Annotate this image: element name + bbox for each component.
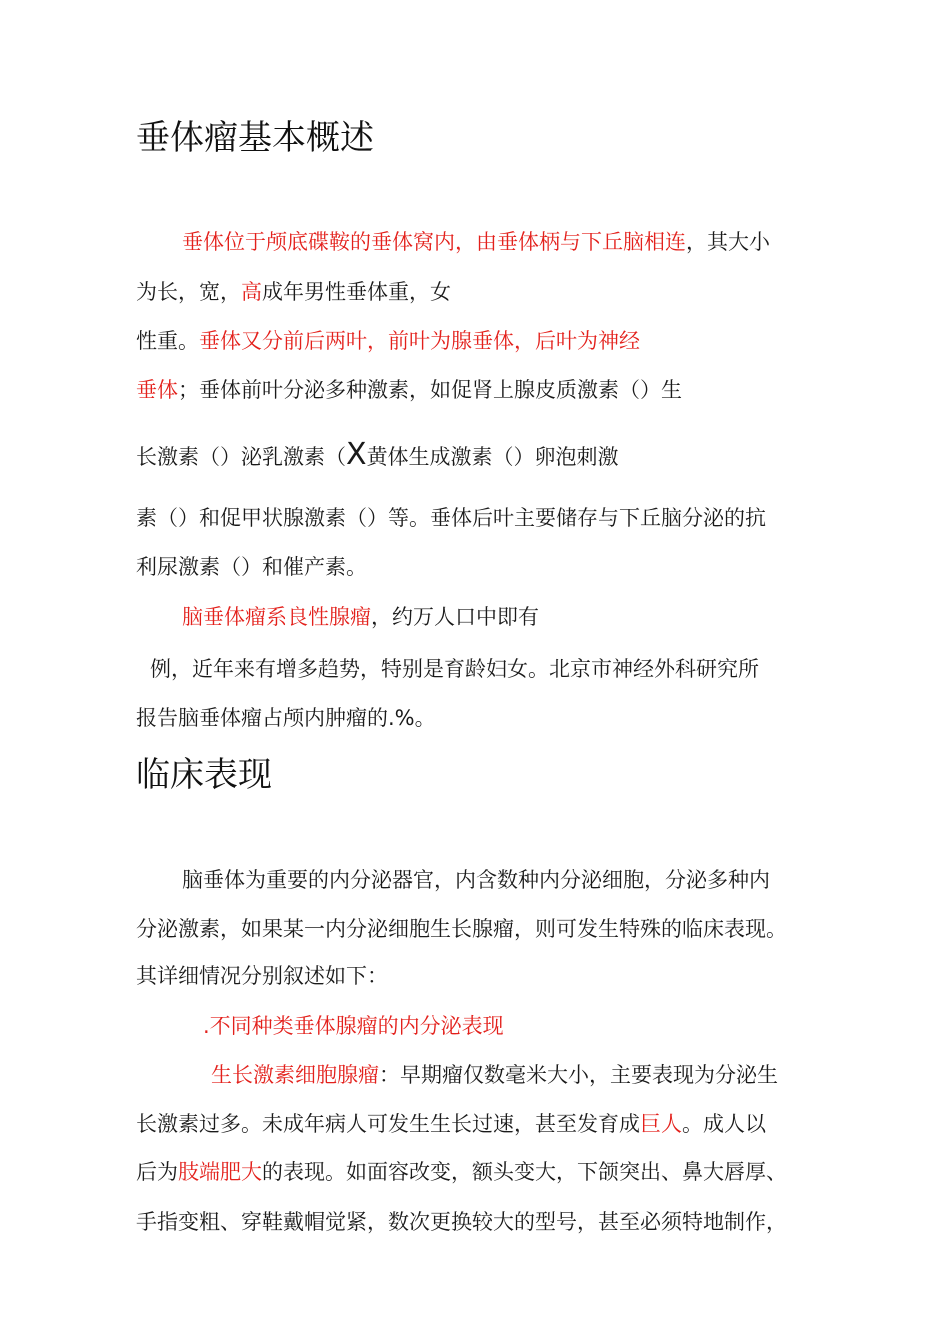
body-text: 分泌激素，如果某一内分泌细胞生长腺瘤，则可发生特殊的临床表现。	[136, 917, 787, 941]
paragraph-line	[182, 866, 770, 894]
body-text: 手指变粗、穿鞋戴帽觉紧，数次更换较大的型号，甚至必须特地制作，	[136, 1210, 787, 1234]
section-title-clinical: 临床表现	[136, 755, 272, 795]
paragraph-line	[136, 704, 436, 732]
body-text: 例，近年来有增多趋势，特别是育龄妇女。北京市神经外科研究所	[150, 657, 759, 681]
body-text: 利尿激素（）和催产素。	[136, 555, 367, 579]
paragraph-line	[136, 1158, 787, 1186]
paragraph-line	[136, 962, 388, 990]
body-text: ，约万人口中即有	[371, 605, 539, 629]
paragraph-line	[136, 1208, 787, 1236]
paragraph-line	[136, 327, 640, 355]
symbol-x: X	[346, 437, 367, 472]
paragraph-line	[136, 504, 766, 532]
body-text: 脑垂体为重要的内分泌器官，内含数种内分泌细胞，分泌多种内	[182, 868, 770, 892]
paragraph-line	[182, 228, 770, 256]
paragraph-line	[136, 437, 619, 472]
section-title-overview: 垂体瘤基本概述	[136, 118, 374, 158]
body-text: 后为	[136, 1160, 178, 1184]
paragraph-line	[211, 1061, 778, 1089]
body-text: 素（）和促甲状腺激素（）等。垂体后叶主要储存与下丘脑分泌的抗	[136, 506, 766, 530]
highlighted-text: 肢端肥大	[178, 1160, 262, 1184]
highlighted-text: 脑垂体瘤系良性腺瘤	[182, 605, 371, 629]
highlighted-text: 高	[241, 280, 262, 304]
paragraph-line	[136, 1110, 766, 1138]
highlighted-text: .不同种类垂体腺瘤的内分泌表现	[203, 1014, 504, 1038]
body-text: 的表现。如面容改变，额头变大，下颌突出、鼻大唇厚、	[262, 1160, 787, 1184]
highlighted-text: 垂体	[136, 378, 178, 402]
body-text: 。成人以	[682, 1112, 766, 1136]
body-text: 黄体生成激素（）卵泡刺激	[366, 445, 619, 469]
paragraph-line	[136, 278, 451, 306]
highlighted-text: 巨人	[640, 1112, 682, 1136]
paragraph-line	[136, 376, 682, 404]
paragraph-line	[136, 915, 787, 943]
paragraph-line	[182, 603, 539, 631]
body-text: 长激素（）泌乳激素（	[136, 445, 346, 469]
body-text: 其详细情况分别叙述如下：	[136, 964, 388, 988]
body-text: ，其大小	[686, 230, 770, 254]
paragraph-line	[136, 553, 367, 581]
body-text: 为长，宽，	[136, 280, 241, 304]
subsection-heading	[203, 1012, 504, 1040]
body-text: 报告脑垂体瘤占颅内肿瘤的.%。	[136, 706, 436, 730]
highlighted-text: 垂体位于颅底碟鞍的垂体窝内，由垂体柄与下丘脑相连	[182, 230, 686, 254]
body-text: 成年男性垂体重，女	[262, 280, 451, 304]
body-text: 长激素过多。未成年病人可发生生长过速，甚至发育成	[136, 1112, 640, 1136]
highlighted-text: 垂体又分前后两叶，前叶为腺垂体，后叶为神经	[199, 329, 640, 353]
body-text: ；垂体前叶分泌多种激素，如促肾上腺皮质激素（）生	[178, 378, 682, 402]
body-text: ：早期瘤仅数毫米大小，主要表现为分泌生	[379, 1063, 778, 1087]
paragraph-line	[150, 655, 759, 683]
body-text: 性重。	[136, 329, 199, 353]
highlighted-text: 生长激素细胞腺瘤	[211, 1063, 379, 1087]
